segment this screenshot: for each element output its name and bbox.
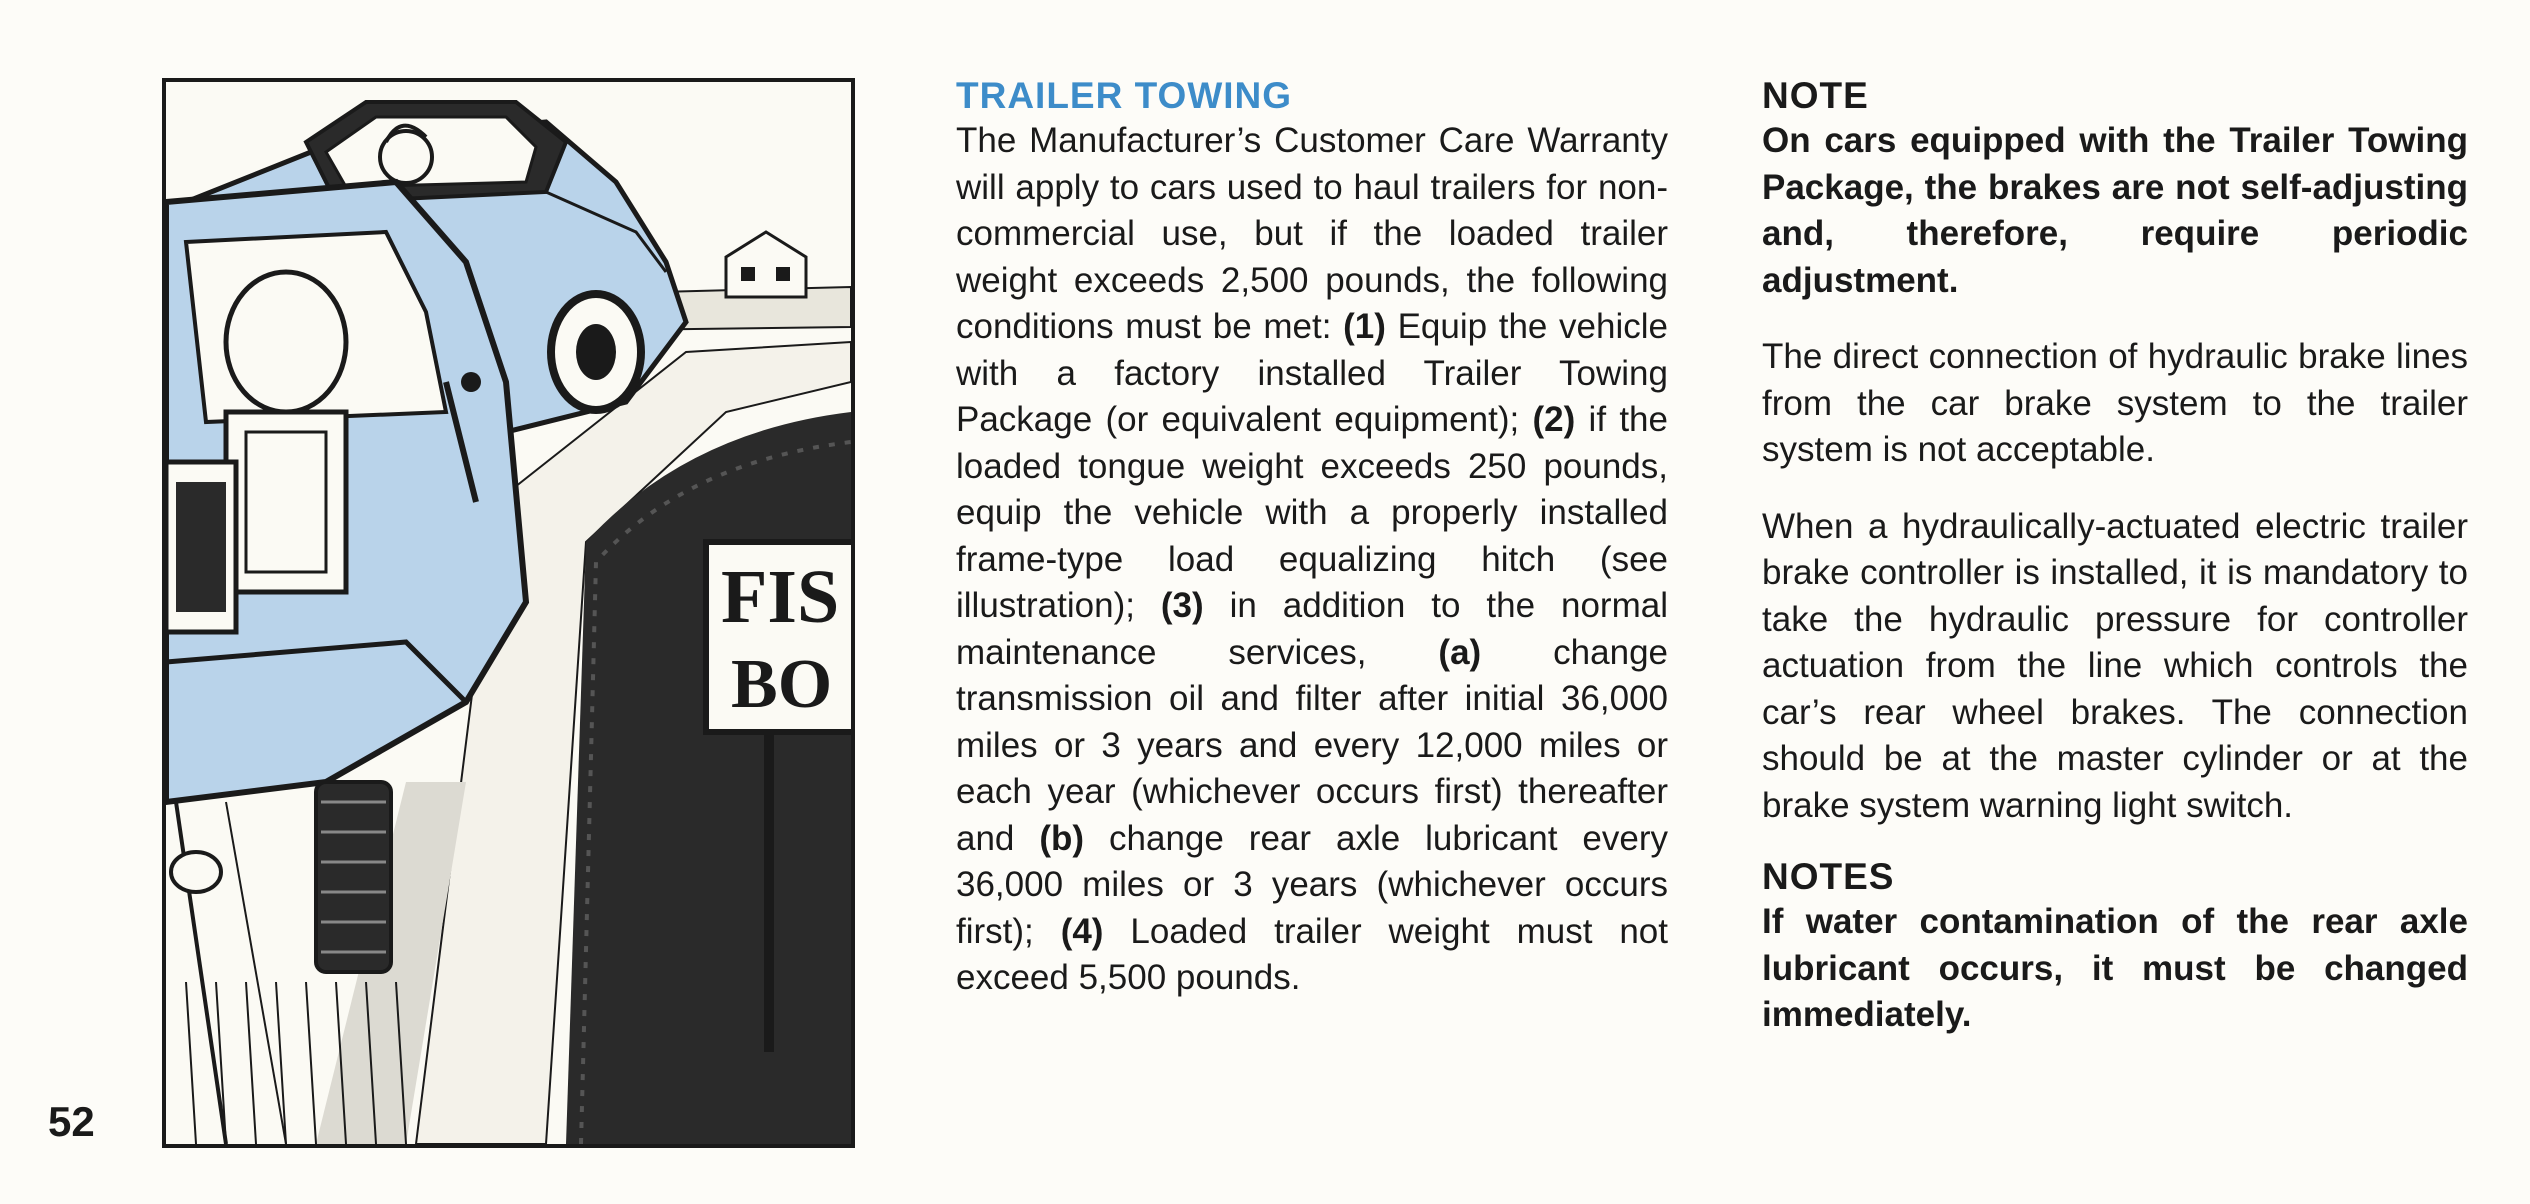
condition-marker-b: (b) (1039, 818, 1085, 858)
trailer-towing-body (956, 118, 1668, 1002)
condition-marker-3: (3) (1160, 586, 1204, 625)
condition-marker-2: (2) (1532, 400, 1576, 439)
condition-1-text: Equip the vehicle with a factory installed Trailer Towing Package (or equivalent equipment); (956, 307, 1669, 439)
notes-heading: NOTES (1762, 856, 1895, 897)
condition-3-text: in addition to the normal maintenance services, (956, 586, 1668, 672)
condition-b-text: change rear axle lubricant every 36,000 miles or 3 years (whichever occurs first); (956, 818, 1668, 951)
trailer-towing-intro: The Manufacturer’s Customer Care Warranty will apply to cars used to haul trailers for non-commercial use, but if the loaded trailer weight exceeds 2,500 pounds, the following conditions must be met: (956, 121, 1668, 346)
condition-4-text: Loaded trailer weight must not exceed 5,500 pounds. (956, 911, 1668, 997)
trailer-towing-illustration (162, 78, 855, 1148)
direct-connection-paragraph: The direct connection of hydraulic brake lines from the car brake system to the trailer system is not acceptable. (1762, 337, 2468, 469)
sign-text-line2: BO (731, 646, 833, 723)
condition-marker-1: (1) (1343, 307, 1386, 346)
trailer-towing-heading: TRAILER TOWING (956, 75, 1293, 116)
condition-a-text: change transmission oil and filter after initial 36,000 miles or 3 years and every 12,000 miles or each year (whichever occurs first) thereafter and (956, 632, 1668, 858)
note-text: On cars equipped with the Trailer Towing Package, the brakes are not self-adjusting and, therefore, require periodic adjustment. (1762, 121, 2468, 300)
trailer-towing-column (956, 74, 1668, 1002)
page-number: 52 (48, 1098, 95, 1145)
condition-2-text: if the loaded tongue weight exceeds 250 pounds, equip the vehicle with a properly installed frame-type load equalizing hitch (see illustration); (956, 400, 1668, 625)
note-heading: NOTE (1762, 75, 1869, 116)
hydraulic-controller-paragraph: When a hydraulically-actuated electric trailer brake controller is installed, it is mandatory to take the hydraulic pressure for controller actuation from the line which controls the car’s rear wheel brakes. The connection should be at the master cylinder or at the brake system warning light switch. (1762, 506, 2468, 825)
condition-marker-a: (a) (1438, 632, 1482, 672)
notes-column (1762, 74, 2468, 1039)
illustration-drawing (166, 82, 851, 1144)
sign-text-line1: FIS (721, 555, 840, 639)
notes-text: If water contamination of the rear axle lubricant occurs, it must be changed immediately. (1762, 902, 2468, 1034)
condition-marker-4: (4) (1060, 911, 1104, 951)
